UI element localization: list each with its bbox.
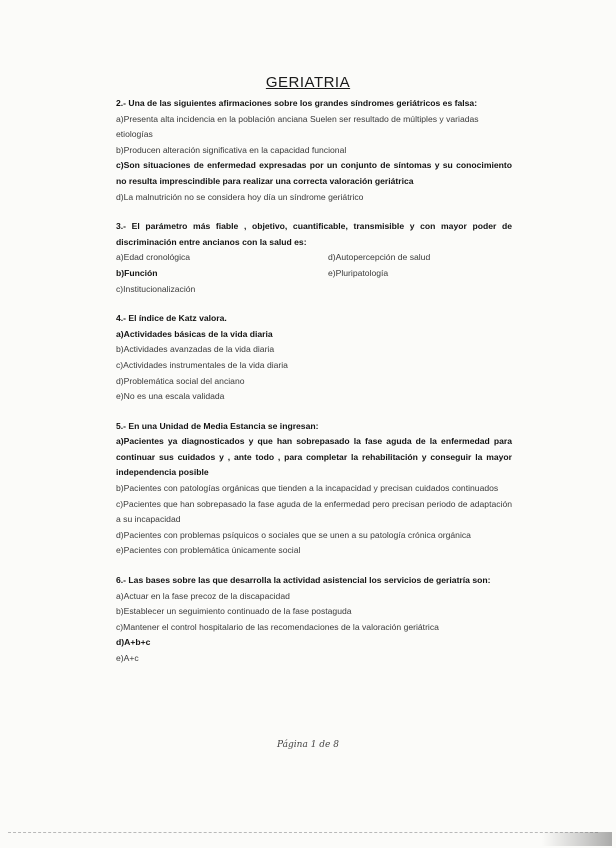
question-4-option-e: e)No es una escala validada	[116, 391, 225, 402]
question-5	[116, 419, 512, 559]
question-4-option-d: d)Problemática social del anciano	[116, 375, 245, 386]
question-2	[116, 96, 512, 205]
question-2-option-a: a)Presenta alta incidencia en la población anciana Suelen ser resultado de múltiples y variadas etiologías	[116, 113, 479, 140]
question-5-option-a: a)Pacientes ya diagnosticados y que han sobrepasado la fase aguda de la enfermedad para continuar sus cuidados y , ante todo , para completar la rehabilitación y conseguir la mayor independencia posible	[116, 436, 512, 478]
question-2-option-d: d)La malnutrición no se considera hoy día un síndrome geriátrico	[116, 191, 364, 202]
question-4-option-b: b)Actividades avanzadas de la vida diaria	[116, 344, 275, 355]
question-list	[116, 96, 512, 667]
question-6-option-c: c)Mantener el control hospitalario de las recomendaciones de la valoración geriátrica	[116, 621, 439, 632]
question-4-text: 4.- El índice de Katz valora.	[116, 313, 227, 324]
scan-smudge	[542, 832, 612, 846]
question-5-option-b: b)Pacientes con patologías orgánicas que tienden a la incapacidad y precisan cuidados continuados	[116, 483, 499, 494]
question-5-option-d: d)Pacientes con problemas psíquicos o sociales que se unen a su patología crónica orgánica	[116, 529, 471, 540]
question-3-option-d: d)Autopercepción de salud	[328, 252, 431, 263]
question-3	[116, 219, 512, 297]
question-2-text: 2.- Una de las siguientes afirmaciones sobre los grandes síndromes geriátricos es falsa:	[116, 98, 478, 108]
question-5-text: 5.- En una Unidad de Media Estancia se ingresan:	[116, 420, 319, 431]
question-6	[116, 573, 512, 667]
question-3-option-b: b)Función	[116, 267, 158, 278]
question-4-option-a: a)Actividades básicas de la vida diaria	[116, 328, 273, 339]
question-2-option-c: c)Son situaciones de enfermedad expresadas por un conjunto de síntomas y su conocimiento no resulta imprescindible para realizar una correcta valoración geriátrica	[116, 160, 512, 186]
question-3-text: 3.- El parámetro más fiable , objetivo, cuantificable, transmisible y con mayor poder de discriminación entre ancianos con la salud es:	[116, 221, 512, 247]
question-6-option-e: e)A+c	[116, 653, 139, 663]
question-5-option-c: c)Pacientes que han sobrepasado la fase aguda de la enfermedad pero precisan periodo de adaptación a su incapacidad	[116, 498, 512, 525]
question-3-option-c: c)Institucionalización	[116, 283, 196, 294]
question-2-option-b: b)Producen alteración significativa en la capacidad funcional	[116, 144, 347, 155]
question-6-option-b: b)Establecer un seguimiento continuado de la fase postaguda	[116, 606, 352, 617]
question-3-option-a: a)Edad cronológica	[116, 252, 191, 263]
question-3-option-e: e)Pluripatología	[328, 267, 389, 278]
question-4-option-c: c)Actividades instrumentales de la vida diaria	[116, 359, 288, 370]
question-5-option-e: e)Pacientes con problemática únicamente social	[116, 545, 301, 556]
page-title: GERIATRIA	[265, 74, 351, 91]
page-footer: Página 1 de 8	[277, 740, 339, 750]
question-6-option-a: a)Actuar en la fase precoz de la discapacidad	[116, 590, 290, 601]
question-6-option-d: d)A+b+c	[116, 637, 151, 648]
question-4	[116, 311, 512, 405]
question-6-text: 6.- Las bases sobre las que desarrolla la actividad asistencial los servicios de geriatría son:	[116, 575, 491, 586]
scan-edge-line	[8, 832, 598, 833]
